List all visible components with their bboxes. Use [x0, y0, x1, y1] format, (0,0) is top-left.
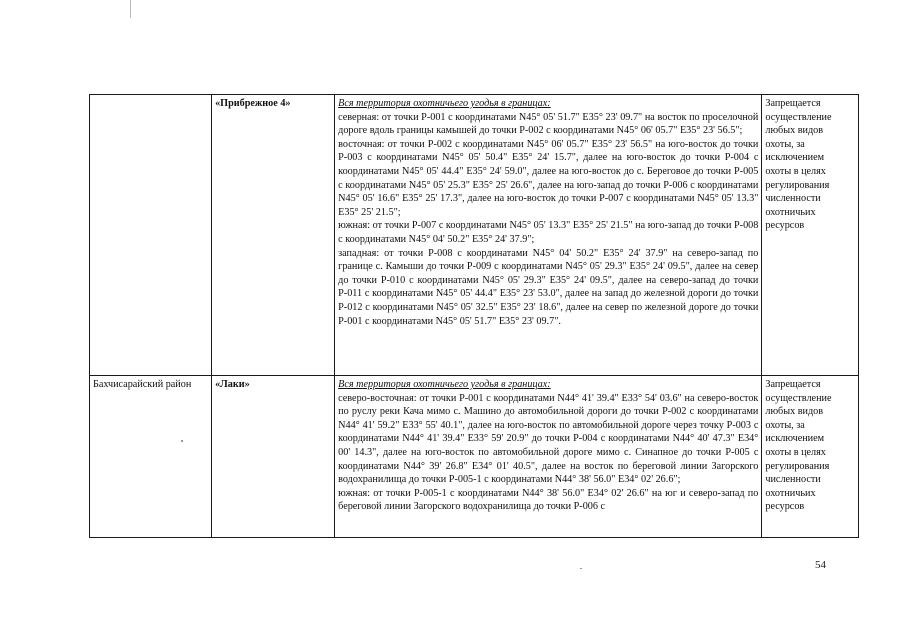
table-row: [90, 376, 859, 538]
boundary-description-cell: [335, 95, 762, 376]
boundary-south: южная: от точки Р-005-1 с координатами N44° 38' 56.0" E34° 02' 26.6" на юг и северо-запад по береговой линии Загорского водохранилища до точки Р-006 с: [338, 487, 759, 513]
restriction-line: ресурсов: [765, 501, 805, 513]
restriction-line: охотничьих: [765, 487, 816, 499]
restriction-cell: [762, 95, 859, 376]
restriction-line: любых видов: [765, 406, 824, 418]
scan-speck: [181, 440, 183, 442]
boundary-heading: Вся территория охотничьего угодья в границах:: [338, 98, 551, 109]
restriction-line: охоты, за: [765, 419, 805, 431]
restriction-line: любых видов: [765, 125, 824, 137]
page-number: 54: [815, 559, 826, 571]
restriction-line: Запрещается: [765, 379, 821, 390]
restriction-line: осуществление: [765, 392, 832, 404]
boundary-north: северная: от точки Р-001 с координатами N45° 05' 51.7" E35° 23' 09.7" на восток по проселочной дороге вдоль границы камышей до точки Р-002 с координатами N45° 06' 05.7" E35° 23' 56.5";: [338, 111, 759, 137]
ground-name-cell: «Лаки»: [212, 376, 335, 538]
boundary-west: западная: от точки Р-008 с координатами N45° 04' 50.2" E35° 24' 37.9" на северо-запад по границе с. Камыши до точки Р-009 с координатами N45° 05' 29.3" E35° 24' 09.5", далее на север до точки Р-010 с координатами N45° 05' 29.3" E35° 24' 09.5", далее на северо-запад до точки Р-011 с координатами N45° 05' 44.4" E35° 23' 53.0", далее на запад до железной дороги до точки Р-012 с координатами N45° 05' 32.5" E35° 23' 18.6", далее на север по железной дороге до точки Р-001 с координатами N45° 05' 51.7" E35° 23' 09.7".: [338, 247, 759, 327]
restriction-line: охоты в целях: [765, 446, 826, 458]
restriction-line: охоты в целях: [765, 165, 826, 177]
boundary-description-cell: [335, 376, 762, 538]
scan-edge-mark: [130, 0, 131, 18]
ground-name-cell: «Прибрежное 4»: [212, 95, 335, 376]
boundary-south: южная: от точки Р-007 с координатами N45° 05' 13.3" E35° 25' 21.5" на юго-запад до точки Р-008 с координатами N45° 04' 50.2" E35° 24' 37.9";: [338, 220, 759, 245]
restriction-line: численности: [765, 474, 821, 486]
boundary-northeast: северо-восточная: от точки Р-001 с координатами N44° 41' 39.4" E33° 54' 03.6" на северо-восток по руслу реки Кача мимо с. Машино до автомобильной дороги до точки Р-002 с координатами N44° 41' 59.2" E33° 55' 40.1", далее на юго-восток по автомобильной дороге через точку Р-003 с координатами N44° 41' 39.4" E33° 59' 20.9" до точки Р-004 с координатами N44° 40' 47.3" E34° 00' 14.3", далее на юго-восток по автомобильной дороге мимо с. Синапное до точки Р-005 с координатами N44° 39' 26.8" E34° 01' 40.5", далее на восток по береговой линии Загорского водохранилища до точки Р-005-1 с координатами N44° 38' 56.0" E34° 02' 26.6";: [338, 392, 759, 486]
restriction-line: ресурсов: [765, 220, 805, 232]
restriction-line: численности: [765, 193, 821, 205]
restriction-line: охотничьих: [765, 206, 816, 218]
district-cell: Бахчисарайский район: [90, 376, 212, 538]
hunting-grounds-table: [89, 94, 859, 538]
restriction-cell: [762, 376, 859, 538]
restriction-line: регулирования: [765, 179, 830, 191]
restriction-line: Запрещается: [765, 98, 821, 109]
restriction-line: регулирования: [765, 460, 830, 472]
boundary-heading: Вся территория охотничьего угодья в границах:: [338, 379, 551, 390]
restriction-line: исключением: [765, 152, 825, 164]
restriction-line: исключением: [765, 433, 825, 445]
table-row: [90, 95, 859, 376]
boundary-east: восточная: от точки Р-002 с координатами N45° 06' 05.7" E35° 23' 56.5" на юго-восток до точки Р-003 с координатами N45° 05' 50.4" E35° 24' 15.7", далее на юго-восток до точки Р-004 с координатами N45° 05' 44.4" E35° 24' 59.0", далее на юго-восток до с. Береговое до точки Р-005 с координатами N45° 05' 25.3" E35° 25' 26.6", далее на юго-запад до точки Р-006 с координатами N45° 05' 16.6" E35° 25' 17.3", далее на юго-восток до точки Р-007 с координатами N45° 05' 13.3" E35° 25' 21.5";: [338, 138, 759, 218]
scan-speck: [580, 568, 582, 569]
district-cell: [90, 95, 212, 376]
restriction-line: охоты, за: [765, 138, 805, 150]
restriction-line: осуществление: [765, 111, 832, 123]
